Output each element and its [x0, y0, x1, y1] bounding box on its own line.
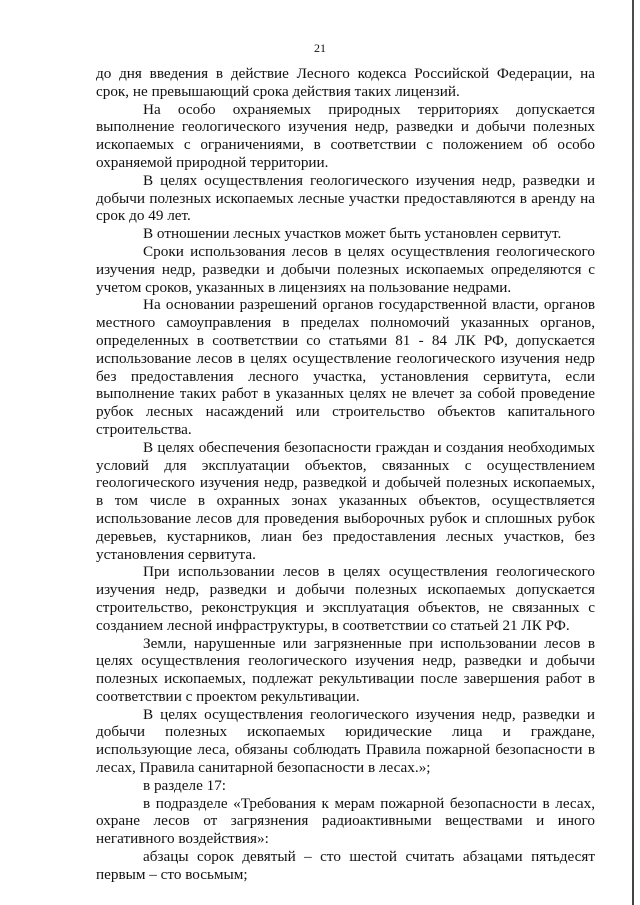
- paragraph-8: При использовании лесов в целях осуществления геологического изучения недр, разведки и добычи полезных ископаемых допускается строительство, реконструкция и эксплуатация объектов, не связанных с созданием лесной инфраструктуры, в соответствии со статьей 21 ЛК РФ.: [96, 563, 595, 634]
- paragraph-10: В целях осуществления геологического изучения недр, разведки и добычи полезных ископаемых юридические лица и граждане, использующие леса, обязаны соблюдать Правила пожарной безопасности в лесах, Правила санитарной безопасности в лесах.»;: [96, 705, 595, 777]
- paragraph-6: На основании разрешений органов государственной власти, органов местного самоуправления в пределах полномочий указанных органов, определенных в соответствии со статьями 81 - 84 ЛК РФ, допускается использование лесов в целях осуществление геологического изучения недр без предоставления лесного участка, установления сервитута, если выполнение таких работ в указанных целях не влечет за собой проведение рубок лесных насаждений или строительство объектов капитального строительства.: [96, 296, 595, 438]
- paragraph-13: абзацы сорок девятый – сто шестой считать абзацами пятьдесят первым – сто восьмым;: [96, 848, 595, 883]
- paragraph-9: Земли, нарушенные или загрязненные при использовании лесов в целях осуществления геологического изучения недр, разведки и добычи полезных ископаемых, подлежат рекультивации после завершения работ в соответствии с проектом рекультивации.: [96, 634, 595, 705]
- paragraph-12: в подразделе «Требования к мерам пожарной безопасности в лесах, охране лесов от загрязнения радиоактивными веществами и иного негативного воздействия»:: [96, 794, 595, 848]
- paragraph-4: В отношении лесных участков может быть установлен сервитут.: [143, 225, 562, 243]
- document-body: [96, 65, 595, 884]
- paragraph-1: до дня введения в действие Лесного кодекса Российской Федерации, на срок, не превышающий срока действия таких лицензий.: [96, 65, 595, 100]
- paragraph-5: Сроки использования лесов в целях осуществления геологического изучения недр, разведки и добычи полезных ископаемых определяются с учетом сроков, указанных в лицензиях на пользование недрами.: [96, 242, 595, 296]
- paragraph-7: В целях обеспечения безопасности граждан и создания необходимых условий для эксплуатации объектов, связанных с осуществлением геологического изучения недр, разведкой и добычей полезных ископаемых, в том числе в охранных зонах указанных объектов, осуществляется использование лесов для проведения выборочных рубок и сплошных рубок деревьев, кустарников, лиан без предоставления лесных участков, без установления сервитута.: [96, 438, 595, 563]
- scan-edge-divider: [632, 0, 634, 905]
- page-number: 21: [314, 41, 326, 55]
- paragraph-2: На особо охраняемых природных территориях допускается выполнение геологического изучения недр, разведки и добычи полезных ископаемых с ограничениями, в соответствии с положением об особо охраняемой природной территории.: [96, 100, 595, 171]
- paragraph-3: В целях осуществления геологического изучения недр, разведки и добычи полезных ископаемых лесные участки предоставляются в аренду на срок до 49 лет.: [96, 171, 595, 225]
- paragraph-11: в разделе 17:: [143, 776, 227, 794]
